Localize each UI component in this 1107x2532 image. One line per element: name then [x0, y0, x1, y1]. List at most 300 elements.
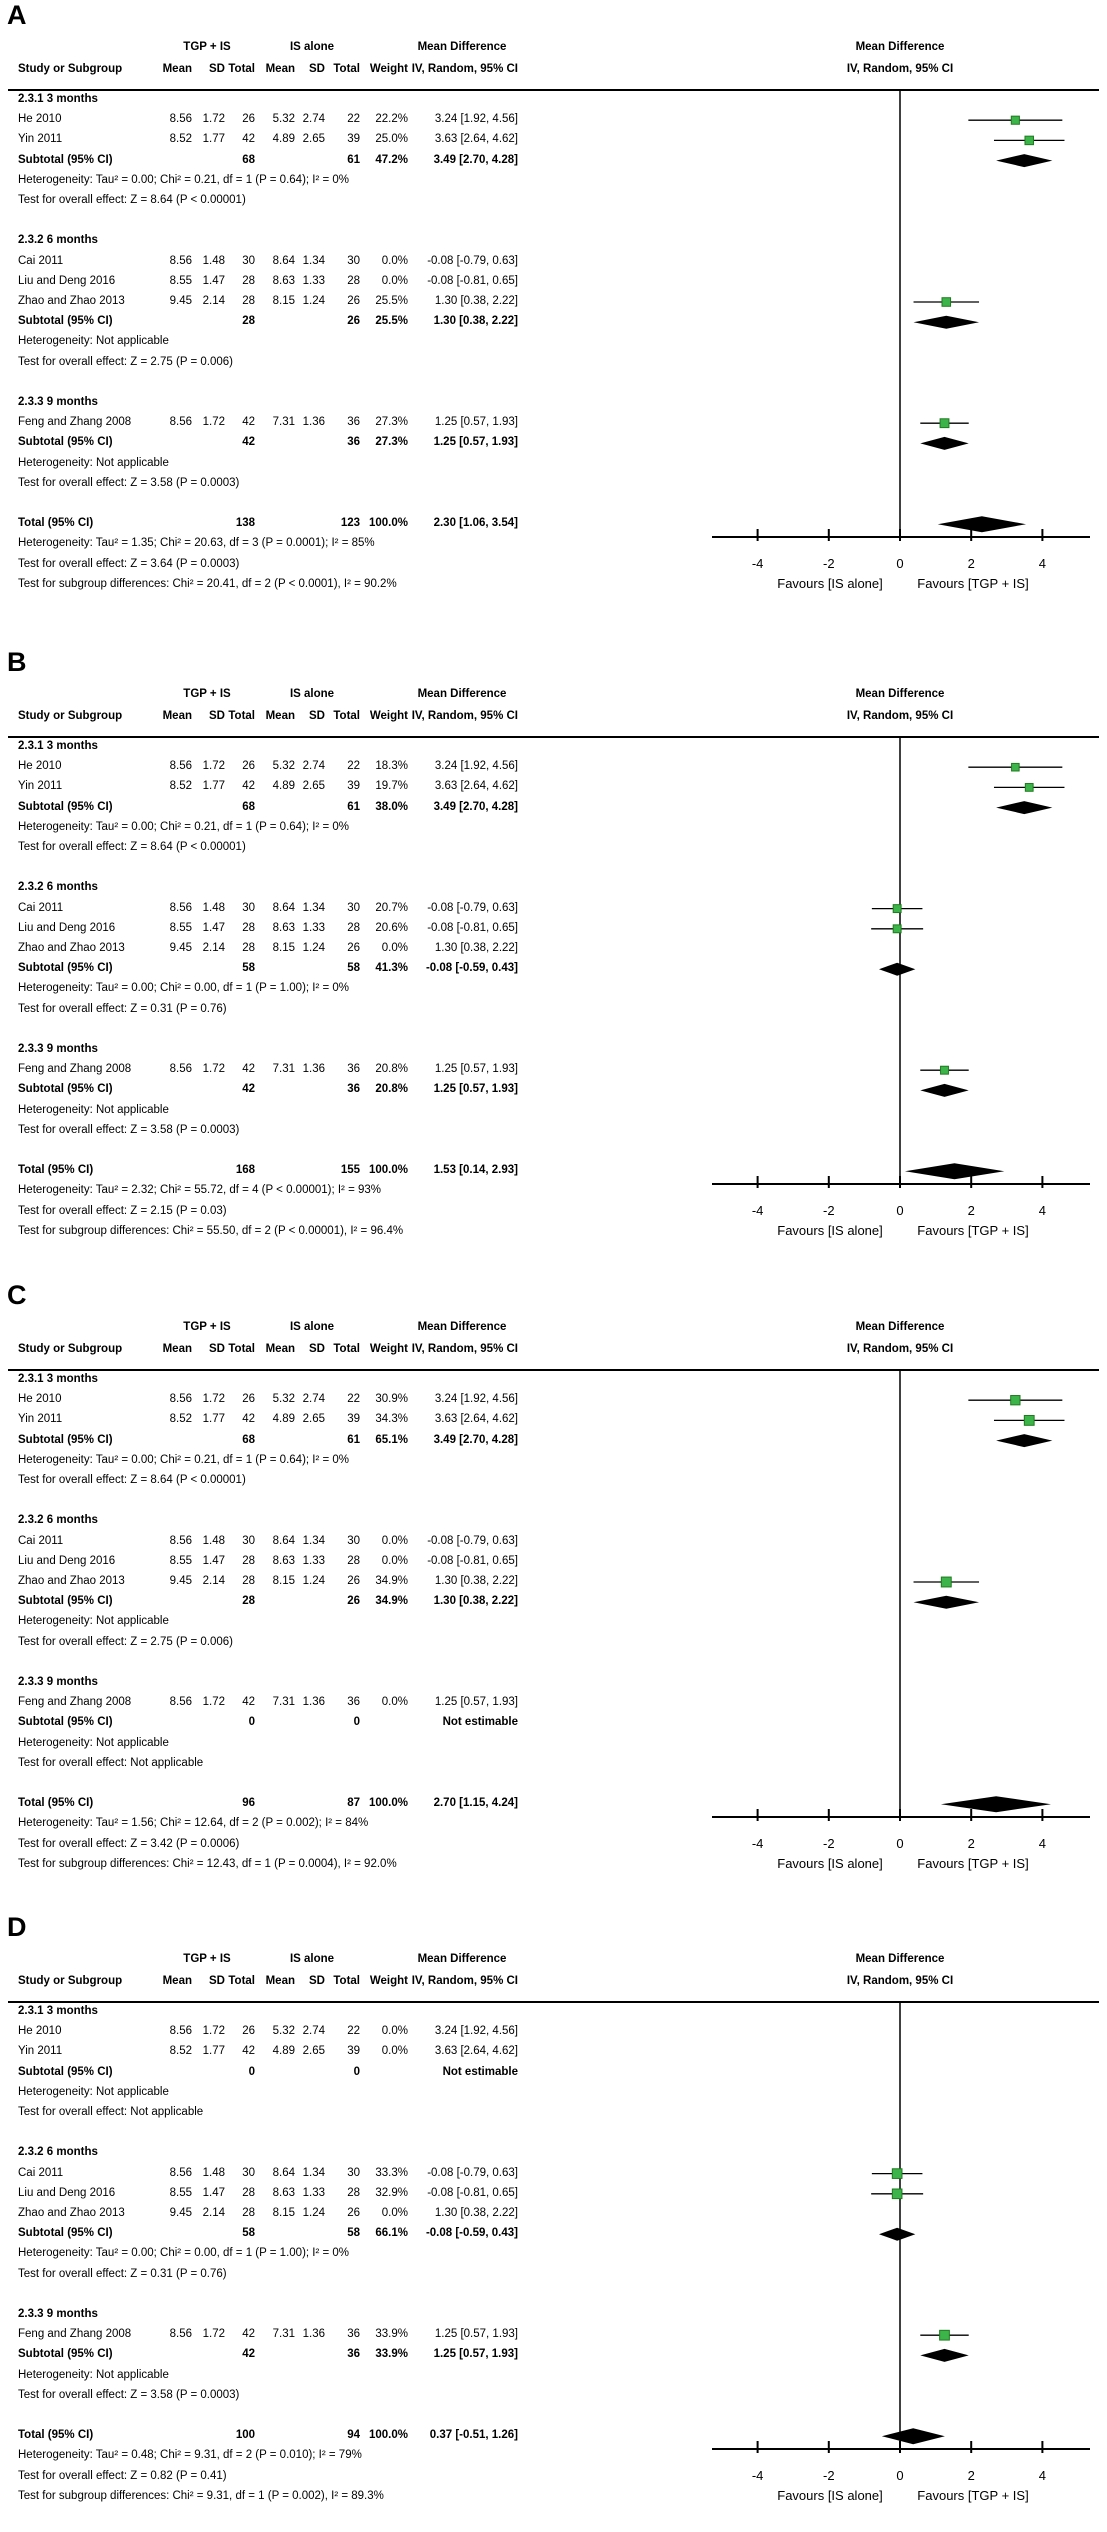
- sd-is: 1.34: [302, 901, 325, 914]
- subtotal-weight: 65.1%: [375, 1433, 408, 1446]
- overall-effect-note: Test for overall effect: Z = 0.31 (P = 0.76): [18, 2267, 227, 2280]
- weight: 0.0%: [381, 1696, 408, 1709]
- md-ci-text: -0.08 [-0.79, 0.63]: [427, 1534, 518, 1547]
- weight: 18.3%: [375, 760, 408, 773]
- study-name: Zhao and Zhao 2013: [18, 295, 125, 307]
- subgroup-title: 2.3.2 6 months: [18, 2146, 98, 2159]
- study-name: Cai 2011: [18, 1534, 64, 1547]
- mean-is: 7.31: [272, 2328, 295, 2341]
- sd-is: 1.33: [302, 921, 325, 934]
- subtotal-total-is: 36: [347, 436, 360, 449]
- total-is: 36: [347, 1696, 360, 1709]
- weight: 19.7%: [375, 780, 408, 793]
- header-group-tgp-is: TGP + IS: [183, 1321, 231, 1333]
- weight: 32.9%: [375, 2186, 408, 2199]
- header-group-is-alone: IS alone: [289, 688, 335, 700]
- mean-is: 4.89: [272, 133, 295, 146]
- header-iv-random-ci-plot: IV, Random, 95% CI: [846, 1975, 954, 1987]
- heterogeneity-note: Heterogeneity: Tau² = 2.32; Chi² = 55.72, df = 4 (P < 0.00001); I² = 93%: [18, 1184, 382, 1197]
- total-is: 36: [347, 1063, 360, 1076]
- header-sd-is: SD: [309, 710, 325, 722]
- axis-tick-label: 0: [896, 2468, 904, 2483]
- total-is: 36: [347, 416, 360, 429]
- axis-tick-label: 2: [967, 1836, 975, 1851]
- header-sd-tgp: SD: [209, 63, 225, 75]
- forest-plot-canvas-B: [0, 647, 1107, 1267]
- header-sd-tgp: SD: [209, 1343, 225, 1355]
- overall-effect-note: Test for overall effect: Z = 8.64 (P < 0.00001): [18, 194, 246, 206]
- total-tgp: 42: [242, 1413, 255, 1426]
- subtotal-row-label: Subtotal (95% CI): [18, 2227, 113, 2240]
- weight: 0.0%: [381, 2207, 408, 2219]
- sd-tgp: 1.72: [202, 1393, 225, 1406]
- total-is: 26: [347, 295, 360, 307]
- header-mean-tgp: Mean: [162, 63, 192, 75]
- weight: 30.9%: [375, 1393, 408, 1406]
- effect-square-marker: [892, 2189, 902, 2199]
- subtotal-total-is: 58: [347, 2227, 360, 2240]
- forest-panel-A: [0, 0, 1107, 620]
- subtotal-md-ci-text: 0.37 [-0.51, 1.26]: [429, 2429, 518, 2442]
- total-is: 36: [347, 2328, 360, 2341]
- mean-is: 5.32: [272, 2025, 295, 2038]
- sd-tgp: 1.48: [202, 254, 225, 267]
- sd-tgp: 1.77: [202, 2045, 225, 2058]
- mean-tgp: 8.56: [169, 1534, 192, 1547]
- sd-tgp: 1.47: [202, 2186, 225, 2199]
- effect-square-marker: [941, 1066, 949, 1074]
- mean-is: 4.89: [272, 1413, 295, 1426]
- subtotal-row-label: Subtotal (95% CI): [18, 2065, 113, 2078]
- axis-tick-label: -4: [751, 2468, 764, 2483]
- subtotal-weight: 100.0%: [368, 517, 408, 530]
- sd-is: 2.74: [302, 760, 325, 773]
- md-ci-text: -0.08 [-0.81, 0.65]: [427, 921, 518, 934]
- header-mean-tgp: Mean: [162, 710, 192, 722]
- mean-is: 8.63: [272, 274, 295, 287]
- total-tgp: 28: [242, 942, 255, 954]
- sd-tgp: 1.72: [202, 760, 225, 773]
- subtotal-row-label: Subtotal (95% CI): [18, 2348, 113, 2361]
- header-total-is: Total: [333, 1343, 360, 1355]
- md-ci-text: 1.25 [0.57, 1.93]: [434, 2328, 518, 2341]
- axis-tick-label: -2: [823, 2468, 835, 2483]
- total-tgp: 30: [242, 1534, 255, 1547]
- study-name: Zhao and Zhao 2013: [18, 942, 125, 954]
- subtotal-md-ci-text: 3.49 [2.70, 4.28]: [433, 153, 518, 166]
- study-name: Yin 2011: [18, 1413, 63, 1426]
- weight: 0.0%: [381, 1534, 408, 1547]
- subgroup-title: 2.3.2 6 months: [18, 234, 98, 247]
- subtotal-total-tgp: 100: [235, 2429, 255, 2442]
- axis-tick-label: 2: [967, 1203, 975, 1218]
- mean-tgp: 8.55: [169, 921, 192, 934]
- subtotal-md-ci-text: 3.49 [2.70, 4.28]: [433, 1433, 518, 1446]
- heterogeneity-note: Heterogeneity: Not applicable: [18, 1103, 169, 1116]
- mean-tgp: 8.52: [169, 1413, 192, 1426]
- mean-tgp: 8.56: [169, 1696, 192, 1709]
- favours-left-label: Favours [IS alone]: [777, 2488, 883, 2503]
- study-name: Cai 2011: [18, 254, 64, 267]
- mean-is: 7.31: [272, 416, 295, 429]
- total-tgp: 30: [242, 901, 255, 914]
- subtotal-total-is: 94: [347, 2429, 360, 2442]
- weight: 33.9%: [375, 2328, 408, 2341]
- mean-tgp: 9.45: [169, 942, 192, 954]
- study-name: Liu and Deng 2016: [18, 921, 116, 934]
- sd-tgp: 1.72: [202, 416, 225, 429]
- subtotal-md-ci-text: 1.53 [0.14, 2.93]: [433, 1164, 518, 1177]
- pooled-diamond: [879, 963, 915, 976]
- mean-is: 4.89: [272, 780, 295, 793]
- study-name: Yin 2011: [18, 2045, 63, 2058]
- total-is: 39: [347, 2045, 360, 2058]
- mean-tgp: 8.56: [169, 1063, 192, 1076]
- axis-tick-label: -4: [751, 1203, 764, 1218]
- md-ci-text: 1.25 [0.57, 1.93]: [434, 1696, 518, 1709]
- total-tgp: 42: [242, 416, 255, 429]
- header-group-tgp-is: TGP + IS: [183, 688, 231, 700]
- study-name: Feng and Zhang 2008: [18, 1696, 132, 1709]
- md-ci-text: 1.30 [0.38, 2.22]: [434, 942, 518, 954]
- header-mean-is: Mean: [265, 710, 295, 722]
- subtotal-md-ci-text: Not estimable: [442, 2065, 518, 2078]
- heterogeneity-note: Heterogeneity: Not applicable: [18, 1615, 169, 1628]
- subtotal-md-ci-text: -0.08 [-0.59, 0.43]: [425, 962, 518, 975]
- study-name: Feng and Zhang 2008: [18, 2328, 132, 2341]
- md-ci-text: 3.24 [1.92, 4.56]: [434, 113, 518, 126]
- mean-tgp: 8.56: [169, 416, 192, 429]
- mean-is: 4.89: [272, 2045, 295, 2058]
- sd-is: 1.34: [302, 2166, 325, 2179]
- header-weight: Weight: [369, 1975, 408, 1987]
- study-name: Feng and Zhang 2008: [18, 1063, 132, 1076]
- subtotal-row-label: Subtotal (95% CI): [18, 962, 113, 975]
- pooled-diamond: [938, 516, 1026, 532]
- subgroup-title: 2.3.3 9 months: [18, 1676, 98, 1688]
- subtotal-md-ci-text: 1.25 [0.57, 1.93]: [433, 1083, 518, 1096]
- study-name: He 2010: [18, 760, 62, 773]
- effect-square-marker: [941, 1577, 951, 1587]
- total-is: 22: [347, 760, 360, 773]
- header-weight: Weight: [369, 1343, 408, 1355]
- total-is: 26: [347, 2207, 360, 2219]
- sd-tgp: 2.14: [202, 295, 225, 307]
- md-ci-text: 3.63 [2.64, 4.62]: [434, 133, 518, 146]
- overall-effect-note: Test for overall effect: Z = 3.58 (P = 0.0003): [18, 1123, 240, 1136]
- subtotal-md-ci-text: -0.08 [-0.59, 0.43]: [425, 2227, 518, 2240]
- mean-is: 8.15: [272, 295, 295, 307]
- total-is: 39: [347, 780, 360, 793]
- weight: 0.0%: [381, 1554, 408, 1567]
- overall-effect-note: Test for overall effect: Z = 2.75 (P = 0.006): [18, 1635, 233, 1648]
- subtotal-md-ci-text: 3.49 [2.70, 4.28]: [433, 800, 518, 813]
- mean-tgp: 8.56: [169, 1393, 192, 1406]
- weight: 34.3%: [375, 1413, 408, 1426]
- study-name: Liu and Deng 2016: [18, 274, 116, 287]
- subgroup-differences-note: Test for subgroup differences: Chi² = 9.31, df = 1 (P = 0.002), I² = 89.3%: [18, 2489, 384, 2502]
- mean-tgp: 8.52: [169, 2045, 192, 2058]
- subtotal-md-ci-text: Not estimable: [442, 1716, 518, 1729]
- mean-tgp: 8.55: [169, 1554, 192, 1567]
- total-row-label: Total (95% CI): [18, 1797, 94, 1810]
- sd-is: 1.33: [302, 2186, 325, 2199]
- subtotal-md-ci-text: 1.30 [0.38, 2.22]: [433, 315, 518, 328]
- favours-right-label: Favours [TGP + IS]: [917, 2488, 1029, 2503]
- axis-tick-label: -4: [751, 1836, 764, 1851]
- header-total-tgp: Total: [228, 63, 255, 75]
- md-ci-text: 3.24 [1.92, 4.56]: [434, 1393, 518, 1406]
- header-mean-difference: Mean Difference: [417, 688, 507, 700]
- mean-tgp: 8.56: [169, 901, 192, 914]
- subtotal-md-ci-text: 2.30 [1.06, 3.54]: [433, 517, 518, 530]
- total-tgp: 42: [242, 780, 255, 793]
- total-row-label: Total (95% CI): [18, 1164, 94, 1177]
- mean-tgp: 8.55: [169, 2186, 192, 2199]
- md-ci-text: -0.08 [-0.79, 0.63]: [427, 254, 518, 267]
- total-is: 30: [347, 901, 360, 914]
- subtotal-total-tgp: 168: [235, 1164, 255, 1177]
- weight: 25.5%: [375, 295, 408, 307]
- heterogeneity-note: Heterogeneity: Tau² = 0.00; Chi² = 0.21, df = 1 (P = 0.64); I² = 0%: [18, 820, 350, 833]
- subtotal-md-ci-text: 2.70 [1.15, 4.24]: [433, 1797, 518, 1810]
- overall-effect-note: Test for overall effect: Z = 2.15 (P = 0.03): [18, 1204, 227, 1217]
- axis-tick-label: 2: [967, 2468, 975, 2483]
- sd-tgp: 1.72: [202, 113, 225, 126]
- subtotal-weight: 66.1%: [375, 2227, 408, 2240]
- header-sd-is: SD: [309, 1343, 325, 1355]
- total-row-label: Total (95% CI): [18, 517, 94, 530]
- subtotal-total-tgp: 96: [242, 1797, 255, 1810]
- pooled-diamond: [920, 437, 968, 450]
- mean-tgp: 8.56: [169, 2166, 192, 2179]
- axis-tick-label: 2: [967, 556, 975, 571]
- subtotal-weight: 20.8%: [375, 1083, 408, 1096]
- axis-tick-label: -2: [823, 1836, 835, 1851]
- md-ci-text: -0.08 [-0.79, 0.63]: [427, 2166, 518, 2179]
- effect-square-marker: [940, 2330, 950, 2340]
- header-group-is-alone: IS alone: [289, 41, 335, 53]
- effect-square-marker: [892, 2169, 902, 2179]
- header-mean-difference-plot: Mean Difference: [855, 1953, 945, 1965]
- total-tgp: 26: [242, 1393, 255, 1406]
- pooled-diamond: [914, 316, 980, 329]
- sd-is: 1.36: [302, 2328, 325, 2341]
- pooled-diamond: [879, 2228, 915, 2241]
- total-is: 22: [347, 113, 360, 126]
- heterogeneity-note: Heterogeneity: Tau² = 0.48; Chi² = 9.31, df = 2 (P = 0.010); I² = 79%: [18, 2449, 362, 2462]
- subtotal-row-label: Subtotal (95% CI): [18, 436, 113, 449]
- total-tgp: 42: [242, 1696, 255, 1709]
- sd-is: 1.33: [302, 1554, 325, 1567]
- weight: 20.7%: [375, 901, 408, 914]
- subtotal-weight: 100.0%: [368, 1164, 408, 1177]
- effect-square-marker: [1025, 784, 1033, 792]
- total-tgp: 30: [242, 254, 255, 267]
- sd-tgp: 1.48: [202, 901, 225, 914]
- favours-right-label: Favours [TGP + IS]: [917, 1223, 1029, 1238]
- study-name: Liu and Deng 2016: [18, 1554, 116, 1567]
- header-mean-difference: Mean Difference: [417, 1321, 507, 1333]
- subtotal-weight: 33.9%: [375, 2348, 408, 2361]
- header-iv-random-ci-plot: IV, Random, 95% CI: [846, 1343, 954, 1355]
- total-tgp: 28: [242, 921, 255, 934]
- total-tgp: 28: [242, 1575, 255, 1587]
- subtotal-total-tgp: 0: [248, 2065, 255, 2078]
- overall-effect-note: Test for overall effect: Not applicable: [18, 2106, 204, 2118]
- sd-is: 1.33: [302, 274, 325, 287]
- heterogeneity-note: Heterogeneity: Not applicable: [18, 2085, 169, 2098]
- subgroup-title: 2.3.2 6 months: [18, 881, 98, 894]
- sd-tgp: 2.14: [202, 942, 225, 954]
- total-is: 28: [347, 921, 360, 934]
- header-group-is-alone: IS alone: [289, 1953, 335, 1965]
- sd-tgp: 1.48: [202, 1534, 225, 1547]
- heterogeneity-note: Heterogeneity: Tau² = 0.00; Chi² = 0.00, df = 1 (P = 1.00); I² = 0%: [18, 2247, 350, 2260]
- header-sd-tgp: SD: [209, 1975, 225, 1987]
- header-study-or-subgroup: Study or Subgroup: [18, 1343, 123, 1355]
- effect-square-marker: [893, 925, 901, 933]
- mean-is: 5.32: [272, 1393, 295, 1406]
- subtotal-weight: 34.9%: [375, 1595, 408, 1608]
- panel-label-D: D: [7, 1912, 27, 1942]
- md-ci-text: 3.24 [1.92, 4.56]: [434, 760, 518, 773]
- subtotal-total-is: 26: [347, 315, 360, 328]
- mean-tgp: 9.45: [169, 2207, 192, 2219]
- weight: 20.6%: [375, 921, 408, 934]
- header-iv-random-ci: IV, Random, 95% CI: [411, 1975, 518, 1987]
- md-ci-text: 3.63 [2.64, 4.62]: [434, 2045, 518, 2058]
- header-mean-difference-plot: Mean Difference: [855, 41, 945, 53]
- sd-is: 1.24: [302, 2207, 325, 2219]
- subtotal-total-tgp: 58: [242, 2227, 255, 2240]
- overall-effect-note: Test for overall effect: Z = 3.58 (P = 0.0003): [18, 2388, 240, 2401]
- md-ci-text: -0.08 [-0.79, 0.63]: [427, 901, 518, 914]
- overall-effect-note: Test for overall effect: Not applicable: [18, 1756, 204, 1769]
- sd-tgp: 1.47: [202, 921, 225, 934]
- sd-tgp: 1.48: [202, 2166, 225, 2179]
- mean-is: 7.31: [272, 1696, 295, 1709]
- md-ci-text: 1.25 [0.57, 1.93]: [434, 1063, 518, 1076]
- overall-effect-note: Test for overall effect: Z = 0.31 (P = 0.76): [18, 1002, 227, 1015]
- favours-right-label: Favours [TGP + IS]: [917, 1856, 1029, 1871]
- header-mean-difference: Mean Difference: [417, 1953, 507, 1965]
- sd-is: 1.36: [302, 1063, 325, 1076]
- total-is: 28: [347, 274, 360, 287]
- total-tgp: 28: [242, 295, 255, 307]
- subtotal-total-tgp: 42: [242, 1083, 255, 1096]
- study-name: Zhao and Zhao 2013: [18, 1575, 125, 1587]
- weight: 0.0%: [381, 942, 408, 954]
- sd-is: 2.74: [302, 1393, 325, 1406]
- header-mean-difference-plot: Mean Difference: [855, 688, 945, 700]
- favours-left-label: Favours [IS alone]: [777, 1223, 883, 1238]
- sd-is: 2.65: [302, 133, 325, 146]
- total-tgp: 28: [242, 2186, 255, 2199]
- mean-tgp: 8.56: [169, 2328, 192, 2341]
- heterogeneity-note: Heterogeneity: Not applicable: [18, 2368, 169, 2381]
- subtotal-row-label: Subtotal (95% CI): [18, 1083, 113, 1096]
- mean-is: 8.15: [272, 942, 295, 954]
- header-group-is-alone: IS alone: [289, 1321, 335, 1333]
- header-iv-random-ci-plot: IV, Random, 95% CI: [846, 710, 954, 722]
- axis-tick-label: 4: [1038, 1836, 1047, 1851]
- overall-effect-note: Test for overall effect: Z = 0.82 (P = 0.41): [18, 2469, 227, 2482]
- mean-is: 5.32: [272, 760, 295, 773]
- sd-is: 2.65: [302, 1413, 325, 1426]
- subtotal-total-is: 36: [347, 2348, 360, 2361]
- subtotal-total-is: 61: [347, 1433, 360, 1446]
- header-iv-random-ci: IV, Random, 95% CI: [411, 1343, 518, 1355]
- axis-tick-label: -4: [751, 556, 764, 571]
- study-name: He 2010: [18, 2025, 62, 2038]
- header-mean-tgp: Mean: [162, 1975, 192, 1987]
- total-is: 26: [347, 1575, 360, 1587]
- header-sd-is: SD: [309, 63, 325, 75]
- header-study-or-subgroup: Study or Subgroup: [18, 1975, 123, 1987]
- subgroup-differences-note: Test for subgroup differences: Chi² = 55.50, df = 2 (P < 0.00001), I² = 96.4%: [18, 1224, 404, 1237]
- md-ci-text: 3.24 [1.92, 4.56]: [434, 2025, 518, 2038]
- study-name: He 2010: [18, 113, 62, 126]
- total-is: 28: [347, 1554, 360, 1567]
- subtotal-weight: 41.3%: [375, 962, 408, 975]
- sd-is: 1.36: [302, 1696, 325, 1709]
- header-total-tgp: Total: [228, 710, 255, 722]
- mean-tgp: 9.45: [169, 295, 192, 307]
- mean-tgp: 8.56: [169, 254, 192, 267]
- mean-is: 8.63: [272, 2186, 295, 2199]
- subgroup-title: 2.3.1 3 months: [18, 2005, 98, 2017]
- sd-tgp: 1.77: [202, 780, 225, 793]
- md-ci-text: -0.08 [-0.81, 0.65]: [427, 2186, 518, 2199]
- mean-tgp: 8.56: [169, 113, 192, 126]
- effect-square-marker: [1011, 116, 1019, 124]
- subtotal-total-tgp: 42: [242, 2348, 255, 2361]
- mean-is: 8.15: [272, 2207, 295, 2219]
- subtotal-total-tgp: 138: [235, 517, 255, 530]
- sd-is: 1.34: [302, 1534, 325, 1547]
- subtotal-total-tgp: 68: [242, 800, 255, 813]
- subtotal-total-is: 61: [347, 153, 360, 166]
- sd-tgp: 1.72: [202, 2328, 225, 2341]
- overall-effect-note: Test for overall effect: Z = 2.75 (P = 0.006): [18, 355, 233, 368]
- pooled-diamond: [914, 1596, 980, 1609]
- subgroup-title: 2.3.2 6 months: [18, 1514, 98, 1527]
- header-mean-is: Mean: [265, 1343, 295, 1355]
- header-group-tgp-is: TGP + IS: [183, 41, 231, 53]
- total-tgp: 28: [242, 1554, 255, 1567]
- axis-tick-label: 4: [1038, 556, 1047, 571]
- sd-is: 2.74: [302, 2025, 325, 2038]
- subgroup-title: 2.3.1 3 months: [18, 740, 98, 752]
- panel-label-A: A: [7, 0, 27, 30]
- mean-is: 8.64: [272, 254, 295, 267]
- effect-square-marker: [1011, 1396, 1020, 1405]
- header-weight: Weight: [369, 63, 408, 75]
- axis-tick-label: 4: [1038, 2468, 1047, 2483]
- weight: 34.9%: [375, 1575, 408, 1587]
- pooled-diamond: [996, 801, 1052, 814]
- overall-effect-note: Test for overall effect: Z = 3.42 (P = 0.0006): [18, 1837, 240, 1850]
- header-iv-random-ci: IV, Random, 95% CI: [411, 710, 518, 722]
- weight: 0.0%: [381, 254, 408, 267]
- mean-is: 8.64: [272, 901, 295, 914]
- header-total-is: Total: [333, 710, 360, 722]
- weight: 27.3%: [375, 416, 408, 429]
- sd-tgp: 1.72: [202, 2025, 225, 2038]
- sd-is: 1.24: [302, 1575, 325, 1587]
- subtotal-weight: 38.0%: [375, 800, 408, 813]
